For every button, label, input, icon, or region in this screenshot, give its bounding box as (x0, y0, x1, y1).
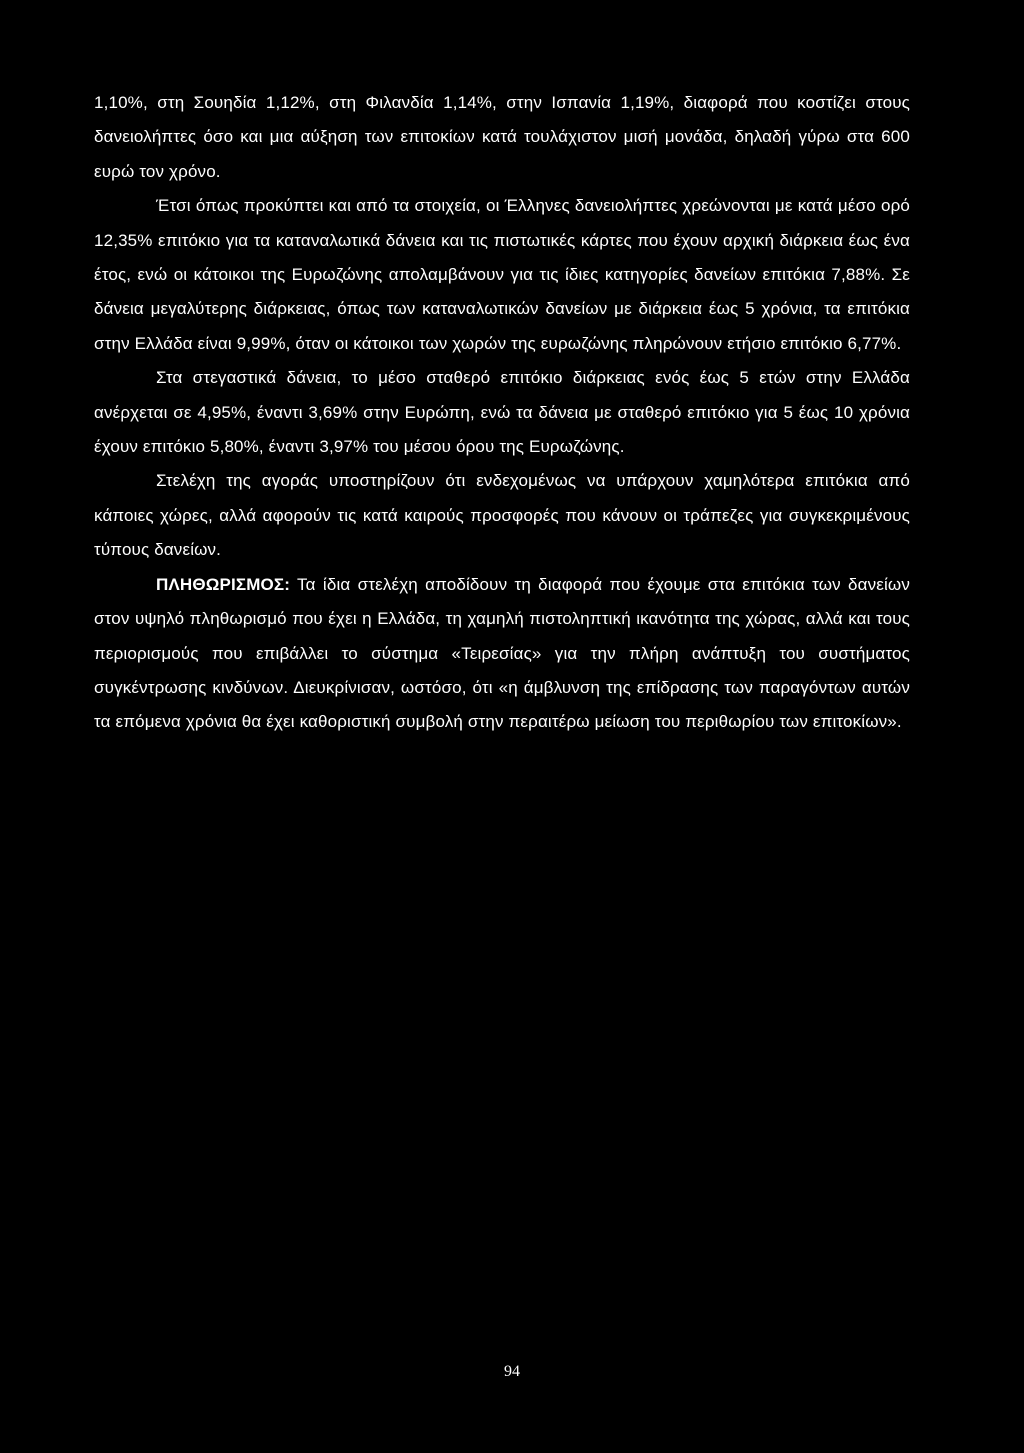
page-number: 94 (504, 1363, 520, 1380)
document-body (94, 86, 910, 740)
paragraph-1: 1,10%, στη Σουηδία 1,12%, στη Φιλανδία 1,14%, στην Ισπανία 1,19%, διαφορά που κοστίζει στους δανειολήπτες όσο και μια αύξηση των επιτοκίων κατά τουλάχιστον μισή μονάδα, δηλαδή γύρω στα 600 ευρώ τον χρόνο. (94, 93, 910, 181)
section-label: ΠΛΗΘΩΡΙΣΜΟΣ: (156, 574, 291, 594)
paragraph-4: Στελέχη της αγοράς υποστηρίζουν ότι ενδεχομένως να υπάρχουν χαμηλότερα επιτόκια από κάποιες χώρες, αλλά αφορούν τις κατά καιρούς προσφορές που κάνουν οι τράπεζες για συγκεκριμένους τύπους δανείων. (94, 471, 910, 560)
paragraph-5 (94, 568, 910, 740)
paragraph-2: Έτσι όπως προκύπτει και από τα στοιχεία, οι Έλληνες δανειολήπτες χρεώνονται με κατά μέσο ορό 12,35% επιτόκιο για τα καταναλωτικά δάνεια και τις πιστωτικές κάρτες που έχουν αρχική διάρκεια έως ένα έτος, ενώ οι κάτοικοι της Ευρωζώνης απολαμβάνουν για τις ίδιες κατηγορίες δανείων επιτόκια 7,88%. Σε δάνεια μεγαλύτερης διάρκειας, όπως των καταναλωτικών δανείων με διάρκεια έως 5 χρόνια, τα επιτόκια στην Ελλάδα είναι 9,99%, όταν οι κάτοικοι των χωρών της ευρωζώνης πληρώνουν ετήσιο επιτόκιο 6,77%. (94, 196, 910, 353)
paragraph-3: Στα στεγαστικά δάνεια, το μέσο σταθερό επιτόκιο διάρκειας ενός έως 5 ετών στην Ελλάδα ανέρχεται σε 4,95%, έναντι 3,69% στην Ευρώπη, ενώ τα δάνεια με σταθερό επιτόκιο για 5 έως 10 χρόνια έχουν επιτόκιο 5,80%, έναντι 3,97% του μέσου όρου της Ευρωζώνης. (94, 368, 910, 457)
paragraph-5-text: Τα ίδια στελέχη αποδίδουν τη διαφορά που έχουμε στα επιτόκια των δανείων στον υψηλό πληθωρισμό που έχει η Ελλάδα, τη χαμηλή πιστοληπτική ικανότητα της χώρας, αλλά και τους περιορισμούς που επιβάλλει το σύστημα «Τειρεσίας» για την πλήρη ανάπτυξη του συστήματος συγκέντρωσης κινδύνων. Διευκρίνισαν, ωστόσο, ότι «η άμβλυνση της επίδρασης των παραγόντων αυτών τα επόμενα χρόνια θα έχει καθοριστική συμβολή στην περαιτέρω μείωση του περιθωρίου των επιτοκίων». (94, 574, 910, 732)
